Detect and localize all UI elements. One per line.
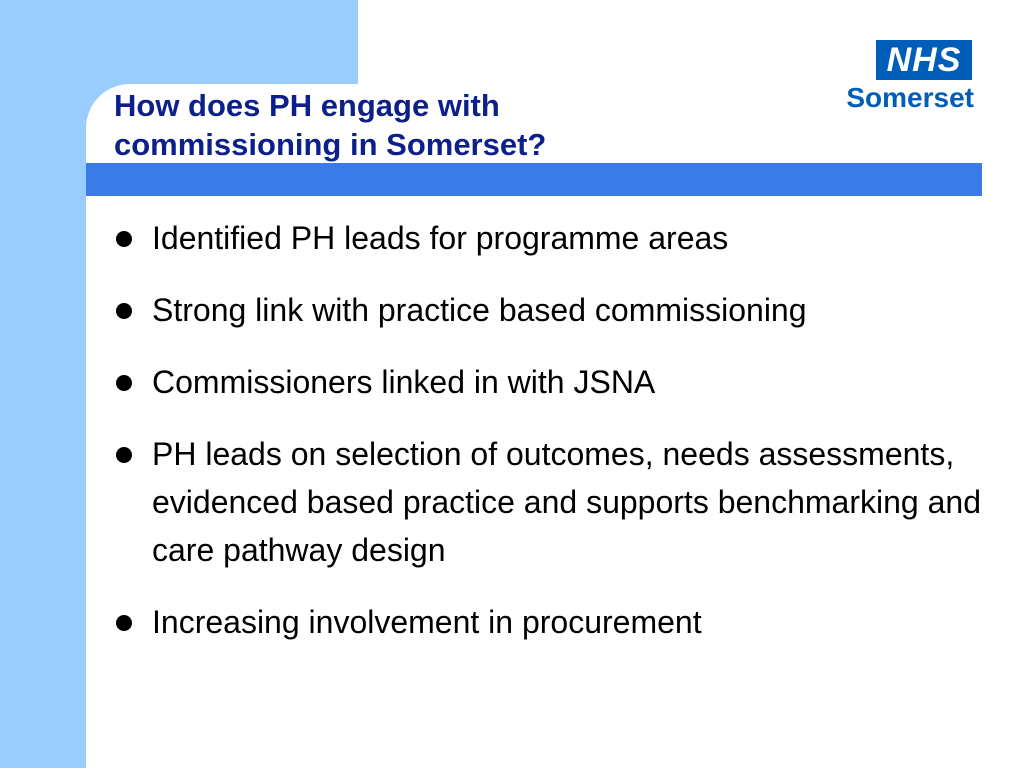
nhs-logo-mark: NHS <box>876 40 972 80</box>
bullet-dot-icon <box>116 615 132 631</box>
bullet-dot-icon <box>116 303 132 319</box>
bullet-item <box>114 286 994 334</box>
bullet-item <box>114 358 994 406</box>
bullet-text: Strong link with practice based commissioning <box>152 292 807 328</box>
bullet-item <box>114 598 994 646</box>
slide-title-line-1: How does PH engage with <box>114 88 500 123</box>
bullet-dot-icon <box>116 447 132 463</box>
bullet-dot-icon <box>116 231 132 247</box>
bullet-list <box>114 214 994 670</box>
slide-title <box>114 86 754 164</box>
bullet-item <box>114 214 994 262</box>
bullet-text: Identified PH leads for programme areas <box>152 220 729 256</box>
bullet-text: Increasing involvement in procurement <box>152 604 702 640</box>
organisation-name: Somerset <box>846 82 974 113</box>
bullet-dot-icon <box>116 375 132 391</box>
bullet-text: PH leads on selection of outcomes, needs assessments, evidenced based practice and supports benchmarking and care pathway design <box>152 436 981 568</box>
slide-title-line-2: commissioning in Somerset? <box>114 127 547 162</box>
title-underline-band <box>86 163 982 196</box>
bullet-text: Commissioners linked in with JSNA <box>152 364 656 400</box>
nhs-somerset-logo <box>828 38 974 118</box>
bullet-item <box>114 430 994 574</box>
